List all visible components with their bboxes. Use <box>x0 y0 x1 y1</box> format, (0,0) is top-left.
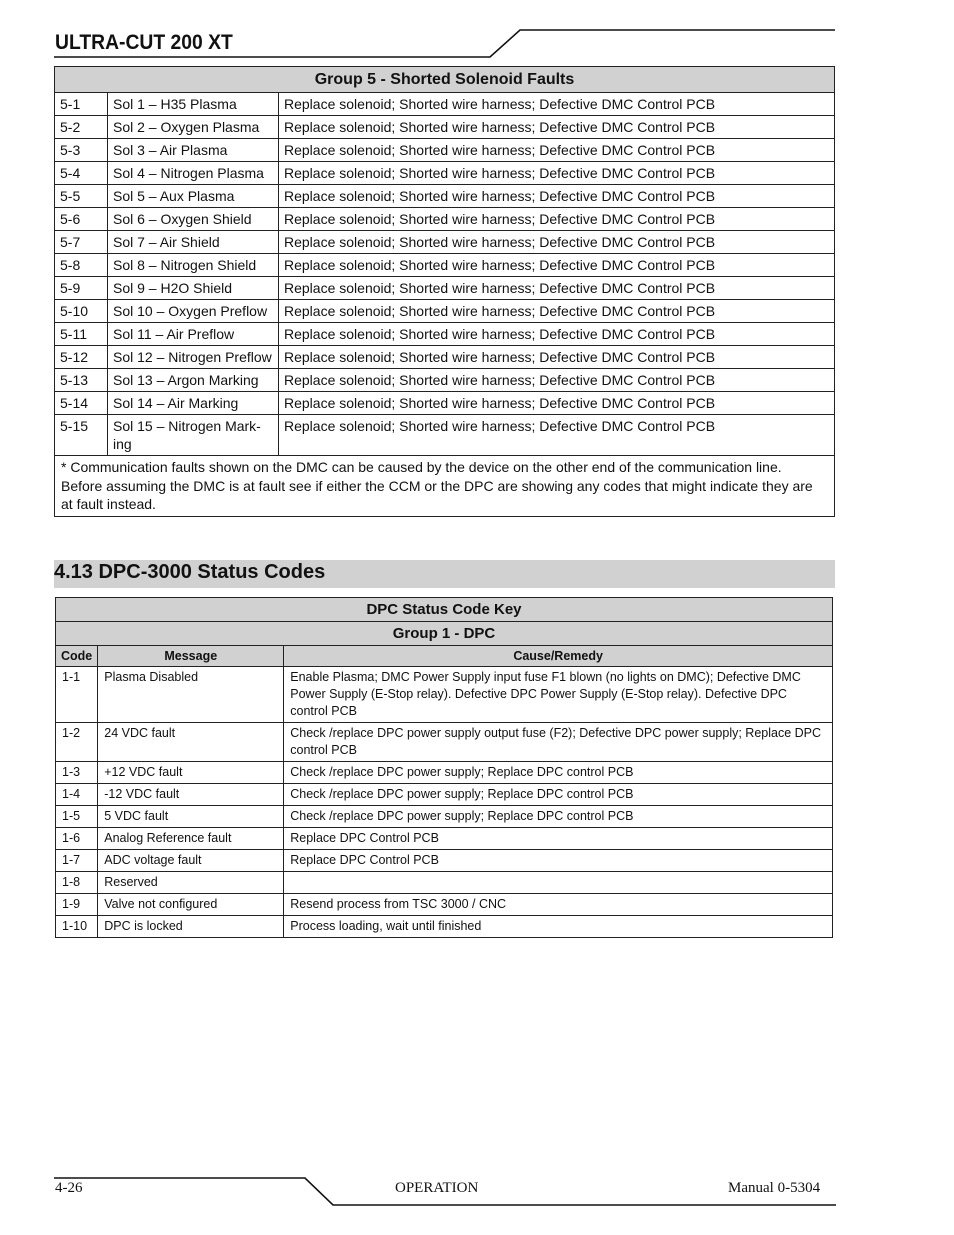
fault-code-cell: 5-12 <box>55 346 108 369</box>
solenoid-name-cell: Sol 2 – Oxygen Plasma <box>108 116 279 139</box>
solenoid-name-cell: Sol 14 – Air Marking <box>108 392 279 415</box>
message-cell: +12 VDC fault <box>98 762 284 784</box>
cause-remedy-cell <box>284 872 833 894</box>
fault-code-cell: 5-1 <box>55 93 108 116</box>
cause-remedy-cell: Check /replace DPC power supply; Replace DPC control PCB <box>284 784 833 806</box>
fault-code-cell: 5-2 <box>55 116 108 139</box>
table-group-title: Group 5 - Shorted Solenoid Faults <box>55 67 835 93</box>
table-row <box>55 116 835 139</box>
status-code-cell: 1-9 <box>56 894 98 916</box>
remedy-cell: Replace solenoid; Shorted wire harness; Defective DMC Control PCB <box>279 300 835 323</box>
solenoid-name-cell: Sol 10 – Oxygen Preflow <box>108 300 279 323</box>
remedy-cell: Replace solenoid; Shorted wire harness; Defective DMC Control PCB <box>279 346 835 369</box>
remedy-cell: Replace solenoid; Shorted wire harness; Defective DMC Control PCB <box>279 392 835 415</box>
table-row <box>56 850 833 872</box>
remedy-cell: Replace solenoid; Shorted wire harness; Defective DMC Control PCB <box>279 162 835 185</box>
message-cell: -12 VDC fault <box>98 784 284 806</box>
fault-code-cell: 5-9 <box>55 277 108 300</box>
solenoid-name-cell: Sol 5 – Aux Plasma <box>108 185 279 208</box>
page-number: 4-26 <box>55 1180 83 1196</box>
solenoid-name-cell: Sol 8 – Nitrogen Shield <box>108 254 279 277</box>
remedy-cell: Replace solenoid; Shorted wire harness; Defective DMC Control PCB <box>279 369 835 392</box>
message-cell: ADC voltage fault <box>98 850 284 872</box>
table-row <box>55 369 835 392</box>
solenoid-name-cell: Sol 7 – Air Shield <box>108 231 279 254</box>
remedy-cell: Replace solenoid; Shorted wire harness; Defective DMC Control PCB <box>279 415 835 456</box>
remedy-cell: Replace solenoid; Shorted wire harness; Defective DMC Control PCB <box>279 231 835 254</box>
dpc-status-codes-table <box>55 597 833 938</box>
table-row <box>56 894 833 916</box>
cause-remedy-cell: Check /replace DPC power supply; Replace DPC control PCB <box>284 762 833 784</box>
fault-code-cell: 5-5 <box>55 185 108 208</box>
table-row <box>56 872 833 894</box>
table-row <box>56 667 833 723</box>
column-header-code: Code <box>56 646 98 667</box>
table-group-title: Group 1 - DPC <box>56 622 833 646</box>
status-code-cell: 1-5 <box>56 806 98 828</box>
table-row <box>56 828 833 850</box>
fault-code-cell: 5-10 <box>55 300 108 323</box>
solenoid-name-cell: Sol 13 – Argon Marking <box>108 369 279 392</box>
solenoid-name-cell: Sol 1 – H35 Plasma <box>108 93 279 116</box>
table-row <box>55 93 835 116</box>
table-row <box>56 806 833 828</box>
status-code-cell: 1-6 <box>56 828 98 850</box>
table-row <box>55 139 835 162</box>
solenoid-name-cell: Sol 3 – Air Plasma <box>108 139 279 162</box>
table-row <box>56 762 833 784</box>
remedy-cell: Replace solenoid; Shorted wire harness; Defective DMC Control PCB <box>279 208 835 231</box>
table-row <box>56 916 833 938</box>
header-rule <box>0 0 954 70</box>
fault-code-cell: 5-14 <box>55 392 108 415</box>
table-row <box>55 162 835 185</box>
shorted-solenoid-faults-table <box>54 66 835 517</box>
table-row <box>55 300 835 323</box>
message-cell: 5 VDC fault <box>98 806 284 828</box>
remedy-cell: Replace solenoid; Shorted wire harness; Defective DMC Control PCB <box>279 323 835 346</box>
cause-remedy-cell: Process loading, wait until finished <box>284 916 833 938</box>
section-heading: 4.13 DPC-3000 Status Codes <box>54 561 326 583</box>
cause-remedy-cell: Check /replace DPC power supply; Replace DPC control PCB <box>284 806 833 828</box>
fault-code-cell: 5-13 <box>55 369 108 392</box>
table-row <box>55 185 835 208</box>
solenoid-name-cell: Sol 6 – Oxygen Shield <box>108 208 279 231</box>
cause-remedy-cell: Check /replace DPC power supply output fuse (F2); Defective DPC power supply; Replace DPC control PCB <box>284 723 833 762</box>
message-cell: Plasma Disabled <box>98 667 284 723</box>
section-heading-bar <box>54 560 835 588</box>
remedy-cell: Replace solenoid; Shorted wire harness; Defective DMC Control PCB <box>279 93 835 116</box>
footnote-line: * Communication faults shown on the DMC can be caused by the device on the other end of the communication line. <box>61 459 782 475</box>
status-code-cell: 1-7 <box>56 850 98 872</box>
status-code-cell: 1-10 <box>56 916 98 938</box>
message-cell: DPC is locked <box>98 916 284 938</box>
fault-code-cell: 5-6 <box>55 208 108 231</box>
message-cell: 24 VDC fault <box>98 723 284 762</box>
table-row <box>56 723 833 762</box>
table-row <box>55 208 835 231</box>
table-row <box>56 784 833 806</box>
table-row <box>55 277 835 300</box>
solenoid-name-cell: Sol 11 – Air Preflow <box>108 323 279 346</box>
remedy-cell: Replace solenoid; Shorted wire harness; Defective DMC Control PCB <box>279 185 835 208</box>
table-row <box>55 323 835 346</box>
cause-remedy-cell: Replace DPC Control PCB <box>284 850 833 872</box>
fault-code-cell: 5-7 <box>55 231 108 254</box>
status-code-cell: 1-4 <box>56 784 98 806</box>
document-title: ULTRA-CUT 200 XT <box>55 31 233 54</box>
table-row <box>55 415 835 456</box>
status-code-cell: 1-2 <box>56 723 98 762</box>
remedy-cell: Replace solenoid; Shorted wire harness; Defective DMC Control PCB <box>279 254 835 277</box>
status-code-cell: 1-3 <box>56 762 98 784</box>
table-row <box>55 392 835 415</box>
footnote-line: Before assuming the DMC is at fault see if either the CCM or the DPC are showing any codes that might indicate they are at fault instead. <box>61 477 813 512</box>
solenoid-name-cell: Sol 4 – Nitrogen Plasma <box>108 162 279 185</box>
fault-code-cell: 5-15 <box>55 415 108 456</box>
fault-code-cell: 5-8 <box>55 254 108 277</box>
fault-code-cell: 5-11 <box>55 323 108 346</box>
remedy-cell: Replace solenoid; Shorted wire harness; Defective DMC Control PCB <box>279 277 835 300</box>
message-cell: Analog Reference fault <box>98 828 284 850</box>
solenoid-name-cell: Sol 12 – Nitrogen Preflow <box>108 346 279 369</box>
status-code-cell: 1-8 <box>56 872 98 894</box>
table-row <box>55 346 835 369</box>
table-row <box>55 231 835 254</box>
column-header-message: Message <box>98 646 284 667</box>
cause-remedy-cell: Enable Plasma; DMC Power Supply input fuse F1 blown (no lights on DMC); Defective DMC Power Supply (E-Stop relay). Defective DPC Power Supply (E-Stop relay). Defective DPC control PCB <box>284 667 833 723</box>
remedy-cell: Replace solenoid; Shorted wire harness; Defective DMC Control PCB <box>279 116 835 139</box>
solenoid-name-cell: Sol 15 – Nitrogen Mark-ing <box>108 415 279 456</box>
table-footnote <box>55 456 835 517</box>
solenoid-name-cell: Sol 9 – H2O Shield <box>108 277 279 300</box>
manual-number: Manual 0-5304 <box>728 1180 821 1196</box>
table-key-title: DPC Status Code Key <box>56 598 833 622</box>
message-cell: Valve not configured <box>98 894 284 916</box>
table-row <box>55 254 835 277</box>
status-code-cell: 1-1 <box>56 667 98 723</box>
footer-section-name: OPERATION <box>395 1180 479 1196</box>
fault-code-cell: 5-4 <box>55 162 108 185</box>
column-header-cause-remedy: Cause/Remedy <box>284 646 833 667</box>
message-cell: Reserved <box>98 872 284 894</box>
cause-remedy-cell: Resend process from TSC 3000 / CNC <box>284 894 833 916</box>
fault-code-cell: 5-3 <box>55 139 108 162</box>
cause-remedy-cell: Replace DPC Control PCB <box>284 828 833 850</box>
remedy-cell: Replace solenoid; Shorted wire harness; Defective DMC Control PCB <box>279 139 835 162</box>
